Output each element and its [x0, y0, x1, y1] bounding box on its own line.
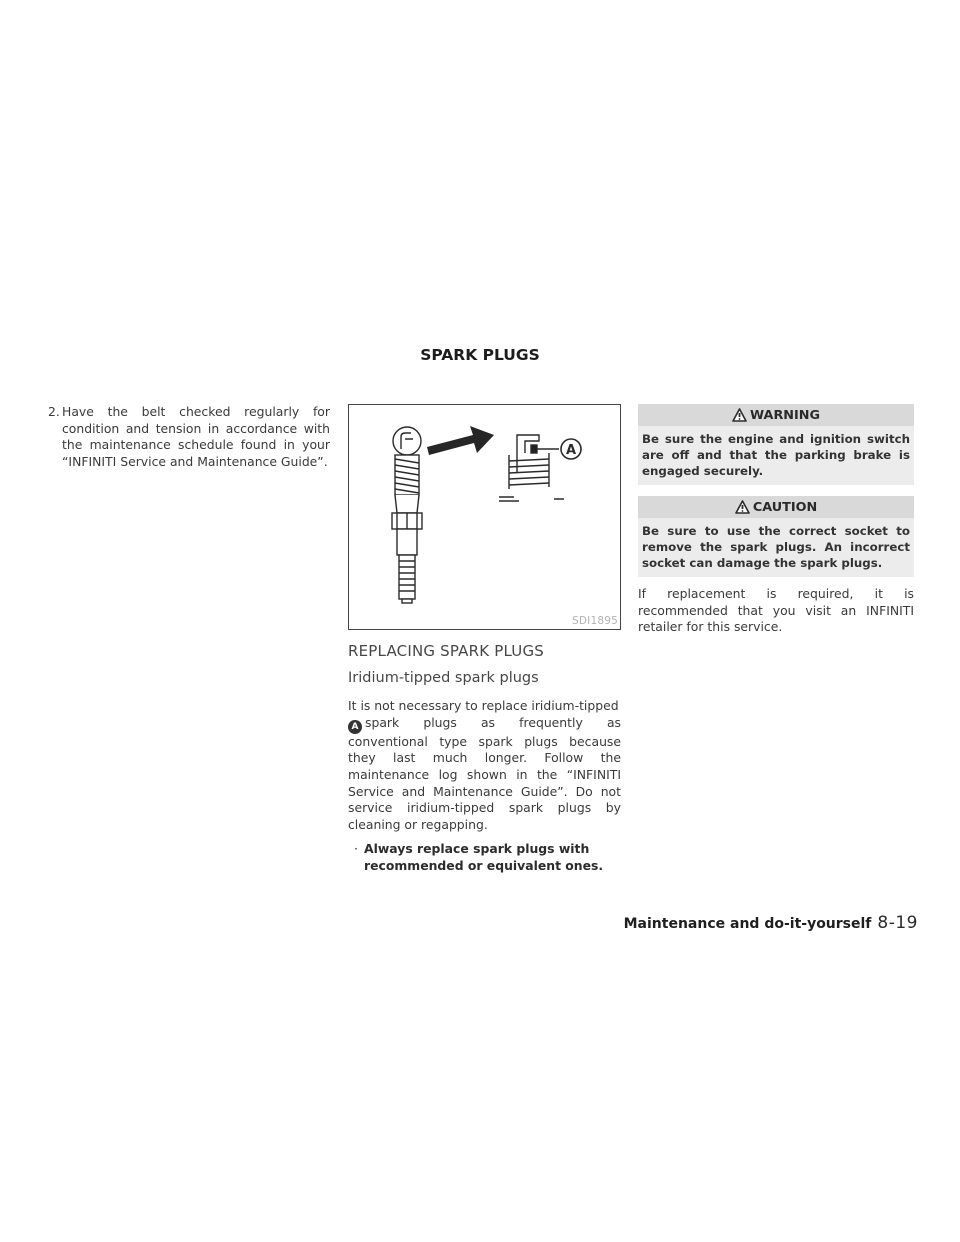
figure-code: SDI1895 — [572, 615, 618, 627]
caution-icon — [735, 500, 750, 514]
bullet-item — [354, 841, 621, 874]
warning-icon — [732, 408, 747, 422]
retailer-note: If replacement is required, it is recommended that you visit an INFINITI retailer for this service. — [638, 586, 914, 635]
column-left — [48, 404, 330, 470]
spark-plug-illustration — [349, 405, 620, 629]
callout-a-icon: A — [348, 720, 362, 734]
page-number: 8-19 — [877, 913, 918, 933]
body-text: spark plugs as frequently as conventional type spark plugs because they last much longer. Follow the maintenance log shown in the “INFINITI Service and Maintenance Guide”. Do not service iridium-tipped spark plugs by cleaning or regapping. — [348, 714, 621, 832]
spark-plug-figure — [348, 404, 621, 630]
caution-title: CAUTION — [752, 499, 818, 515]
caution-body: Be sure to use the correct socket to remove the spark plugs. An incorrect socket can damage the spark plugs. — [638, 518, 914, 577]
section-title: SPARK PLUGS — [420, 346, 540, 364]
page-footer — [624, 913, 918, 933]
bullet-text: Always replace spark plugs with recommended or equivalent ones. — [364, 841, 604, 874]
body-intro: It is not necessary to replace iridium-tipped — [348, 698, 619, 713]
column-right — [638, 404, 914, 636]
item-number: 2. — [48, 404, 60, 419]
caution-box — [638, 496, 914, 577]
item-text: Have the belt checked regularly for condition and tension in accordance with the maintenance schedule found in your “INFINITI Service and Maintenance Guide”. — [62, 404, 330, 469]
warning-box — [638, 404, 914, 485]
warning-title: WARNING — [750, 407, 820, 423]
figure-callout-a: A — [565, 443, 577, 458]
chapter-title: Maintenance and do-it-yourself — [623, 916, 872, 932]
column-middle — [348, 404, 621, 875]
body-paragraph — [348, 698, 621, 833]
numbered-item-2 — [48, 404, 330, 470]
warning-body: Be sure the engine and ignition switch are off and that the parking brake is engaged securely. — [638, 426, 914, 485]
section-heading: REPLACING SPARK PLUGS — [348, 642, 545, 660]
sub-heading: Iridium-tipped spark plugs — [348, 670, 539, 686]
bullet-mark: · — [354, 841, 358, 857]
